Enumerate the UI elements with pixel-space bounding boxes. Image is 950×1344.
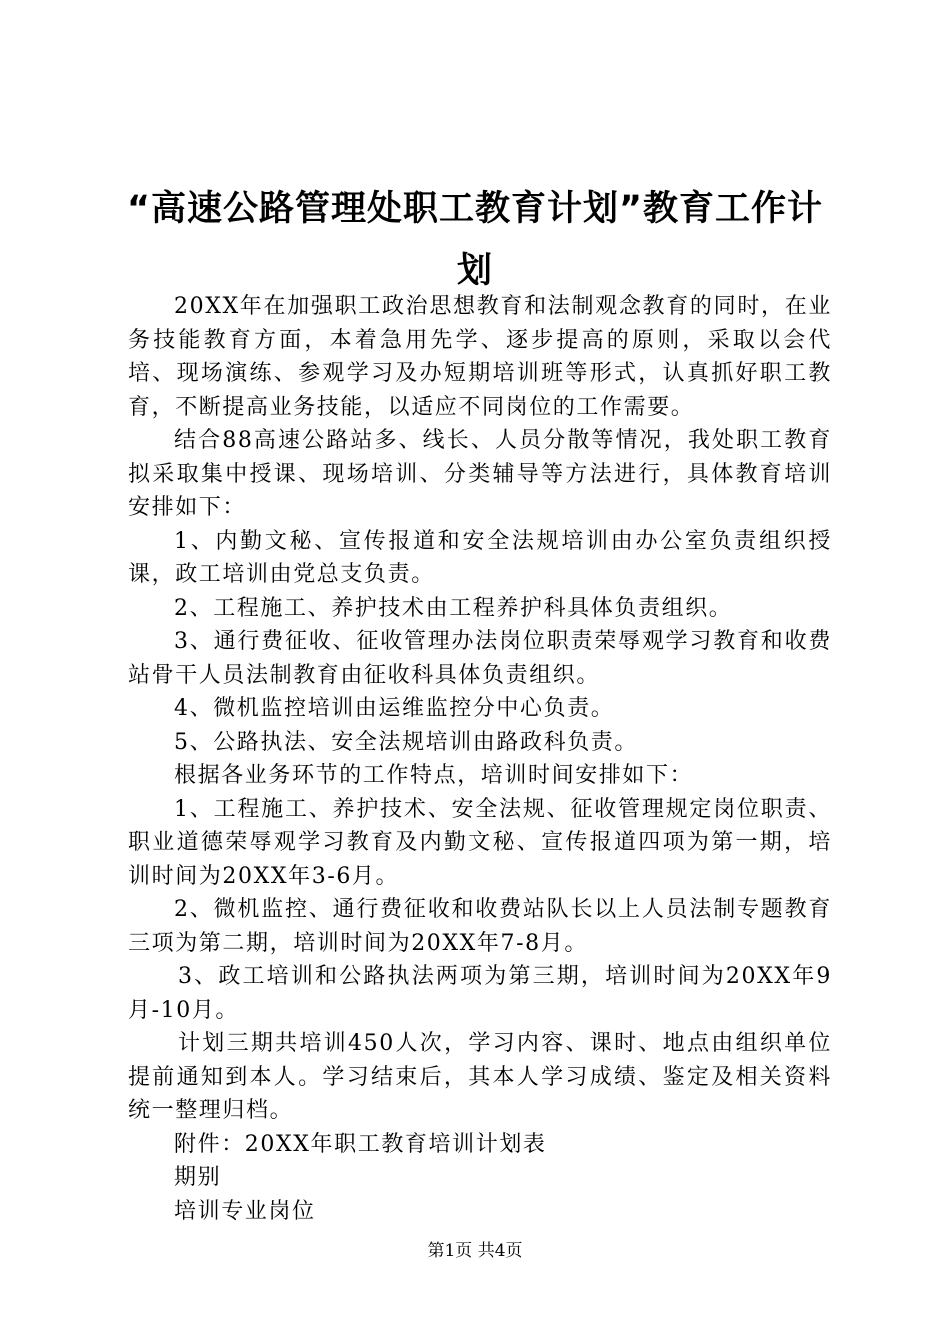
paragraph: 3、政工培训和公路执法两项为第三期，培训时间为20XX年9月-10月。 bbox=[128, 964, 832, 1023]
paragraph: 培训专业岗位 bbox=[174, 1198, 316, 1224]
paragraph: 1、工程施工、养护技术、安全法规、征收管理规定岗位职责、职业道德荣辱观学习教育及内勤文秘、宣传报道四项为第一期，培训时间为20XX年3-6月。 bbox=[128, 796, 832, 889]
paragraph: 3、通行费征收、征收管理办法岗位职责荣辱观学习教育和收费站骨干人员法制教育由征收科具体负责组织。 bbox=[128, 629, 832, 688]
paragraph: 根据各业务环节的工作特点，培训时间安排如下： bbox=[174, 763, 694, 788]
document-title: “高速公路管理处职工教育计划”教育工作计划 bbox=[126, 189, 823, 291]
paragraph: 1、内勤文秘、宣传报道和安全法规培训由办公室负责组织授课，政工培训由党总支负责。 bbox=[128, 528, 832, 587]
paragraph: 20XX年在加强职工政治思想教育和法制观念教育的同时，在业务技能教育方面，本着急用先学、逐步提高的原则，采取以会代培、现场演练、参观学习及办短期培训班等形式，认真抓好职工教育，不断提高业务技能，以适应不同岗位的工作需要。 bbox=[128, 294, 832, 420]
paragraph: 期别 bbox=[174, 1165, 222, 1190]
paragraph: 5、公路执法、安全法规培训由路政科负责。 bbox=[174, 729, 638, 755]
paragraph: 4、微机监控培训由运维监控分中心负责。 bbox=[174, 696, 615, 721]
paragraph: 结合88高速公路站多、线长、人员分散等情况，我处职工教育拟采取集中授课、现场培训、分类辅导等方法进行，具体教育培训安排如下： bbox=[128, 428, 832, 520]
paragraph: 计划三期共培训450人次，学习内容、课时、地点由组织单位提前通知到本人。学习结束后，其本人学习成绩、鉴定及相关资料统一整理归档。 bbox=[128, 1031, 832, 1123]
paragraph: 2、微机监控、通行费征收和收费站队长以上人员法制专题教育三项为第二期，培训时间为20XX年7-8月。 bbox=[128, 897, 832, 956]
paragraph: 2、工程施工、养护技术由工程养护科具体负责组织。 bbox=[174, 595, 733, 621]
page-footer: 第1页 共4页 bbox=[427, 1241, 523, 1261]
document-body bbox=[128, 290, 832, 1228]
paragraph: 附件：20XX年职工教育培训计划表 bbox=[174, 1131, 547, 1157]
